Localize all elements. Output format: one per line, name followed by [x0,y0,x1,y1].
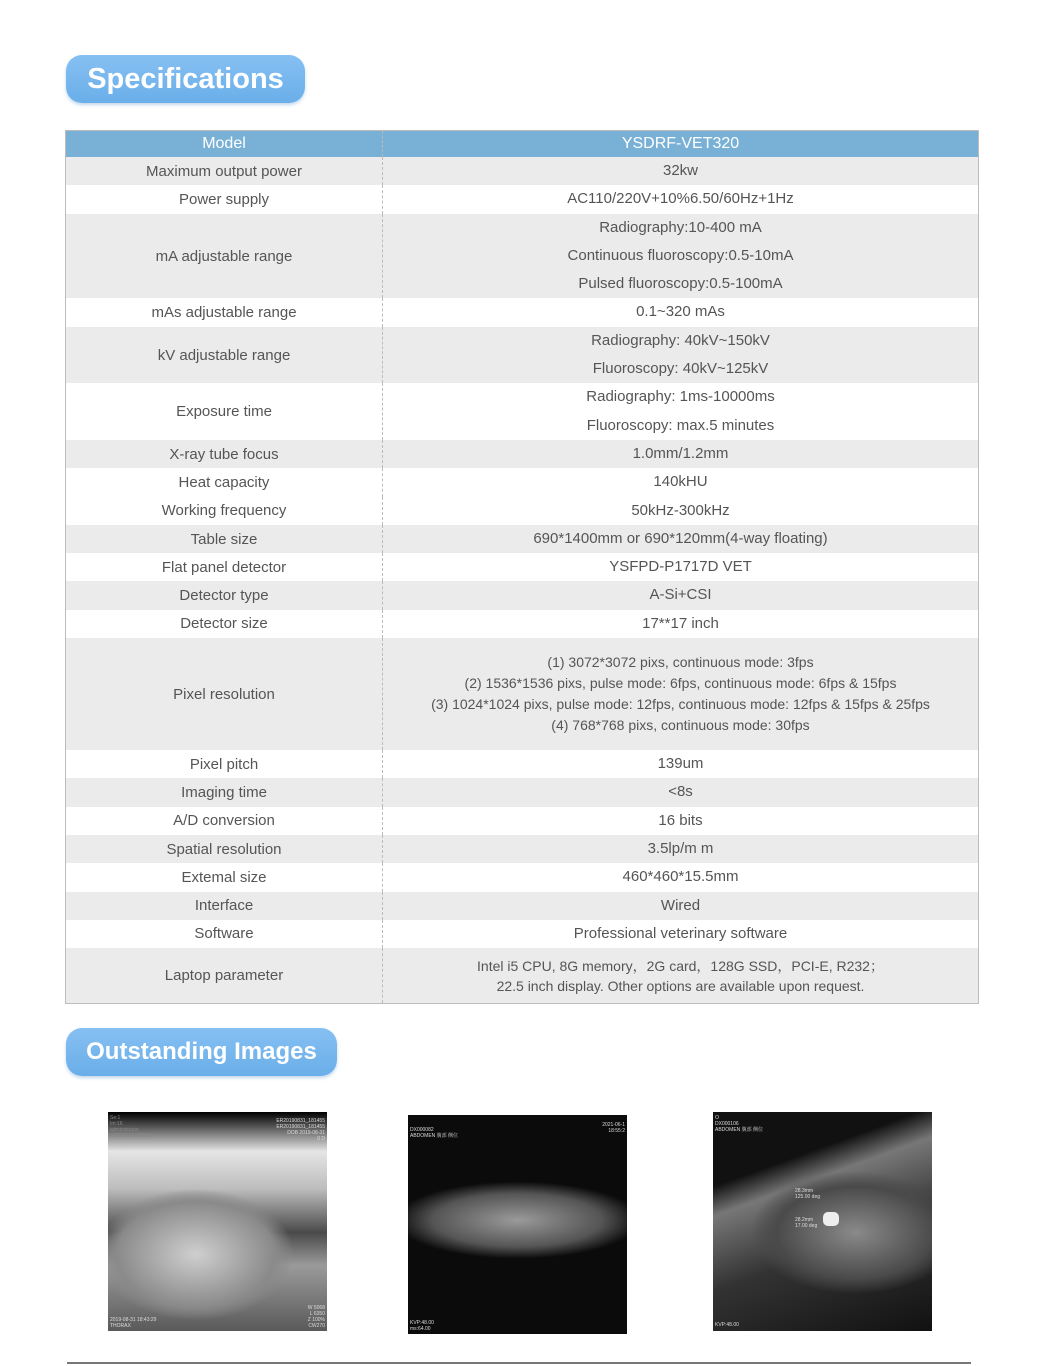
spec-label: Working frequency [66,497,383,525]
table-row [66,892,979,920]
spec-value-line: Fluoroscopy: 40kV~125kV [592,360,769,378]
table-row [66,610,979,638]
spec-value [383,835,979,863]
spec-value [383,298,979,326]
spec-value-line: (4) 768*768 pixs, continuous mode: 30fps [551,717,810,734]
spec-value [383,948,979,1004]
spec-value-line: (3) 1024*1024 pixs, pulse mode: 12fps, continuous mode: 12fps & 15fps & 25fps [431,696,930,713]
spec-label: Heat capacity [66,468,383,496]
xray3-overlay-top-left: O DX000106 ABDOMEN 腹部 侧位 [715,1115,764,1133]
table-header-row [66,131,979,158]
table-row [66,553,979,581]
xray2-overlay-top-left: DX000082 ABDOMEN 腹部 侧位 [410,1127,459,1139]
table-row [66,497,979,525]
spec-value-line: YSFPD-P1717D VET [609,558,752,576]
spec-value-line: Wired [660,896,701,914]
spec-label: Pixel pitch [66,750,383,778]
spec-label: X-ray tube focus [66,440,383,468]
outstanding-images-heading: Outstanding Images [66,1028,337,1076]
table-row [66,920,979,948]
table-row [66,581,979,609]
table-row [66,638,979,750]
spec-value-line: 460*460*15.5mm [622,868,739,886]
spec-value-line: Professional veterinary software [573,924,788,942]
table-row [66,948,979,1004]
spec-value [383,750,979,778]
spec-value-line: AC110/220V+10%6.50/60Hz+1Hz [567,190,794,208]
spec-value [383,185,979,213]
xray1-overlay-top-left: Se:1 Im:16 administrator 190831181455006 [110,1115,152,1139]
spec-label: kV adjustable range [66,327,383,384]
table-row [66,440,979,468]
xray3-measurement-1: 28.3mm 125.00 deg [795,1188,821,1200]
spec-label: mAs adjustable range [66,298,383,326]
spec-value-line: Fluoroscopy: max.5 minutes [586,416,775,434]
spec-value [383,440,979,468]
xray2-overlay-top-right: 2021-06-1 18:55:2 [602,1122,625,1134]
spec-value [383,553,979,581]
table-row [66,327,979,384]
spec-value [383,497,979,525]
table-row [66,750,979,778]
table-row [66,863,979,891]
spec-value-line: 50kHz-300kHz [631,501,730,519]
spec-value-line: 32kw [662,162,699,179]
footer-divider [67,1362,971,1364]
spec-value-line: (1) 3072*3072 pixs, continuous mode: 3fps [547,654,814,671]
spec-label: Table size [66,525,383,553]
spec-value [383,778,979,806]
spec-value-line: Intel i5 CPU, 8G memory，2G card，128G SSD，PCI-E, R232； [477,957,884,974]
table-row [66,807,979,835]
spec-value-line: 140kHU [653,473,708,491]
spec-value [383,638,979,750]
spec-label: Extemal size [66,863,383,891]
spec-value [383,863,979,891]
header-model-label: Model [66,131,383,158]
spec-label: Power supply [66,185,383,213]
spec-value-line: (2) 1536*1536 pixs, pulse mode: 6fps, continuous mode: 6fps & 15fps [464,675,897,692]
spec-value-line: 22.5 inch display. Other options are available upon request. [496,977,865,994]
spec-value [383,581,979,609]
xray1-overlay-top-right: ER20190831_181455 ER20190831_181455 DOB 2019-08-31 0 D [276,1118,325,1142]
table-row [66,525,979,553]
spec-label: Detector type [66,581,383,609]
spec-value-line: Radiography: 1ms-10000ms [586,388,775,406]
xray3-overlay-bottom-left: KVP:48.00 [715,1322,739,1328]
xray1-overlay-bottom-left: 2019-08-31 18:43:29 THORAX [110,1317,157,1329]
xray1-overlay-bottom-right: W 5068 L 6350 Z 100% CW270 [307,1305,325,1329]
spec-value [383,214,979,299]
spec-value [383,610,979,638]
spec-label: Maximum output power [66,157,383,185]
spec-value-line: Radiography: 40kV~150kV [591,331,770,349]
spec-label: Exposure time [66,383,383,440]
spec-value-line: 139um [657,755,704,773]
spec-label: Imaging time [66,778,383,806]
table-row [66,468,979,496]
spec-value-line: 3.5lp/m m [647,839,714,857]
spec-label: Detector size [66,610,383,638]
spec-value [383,383,979,440]
xray2-overlay-bottom-left: KVP:48.00 ms:64.00 [410,1320,434,1332]
header-model-value: YSDRF-VET320 [383,131,979,158]
spec-value [383,807,979,835]
spec-value-line: 1.0mm/1.2mm [632,444,729,462]
spec-label: Flat panel detector [66,553,383,581]
specifications-table [65,130,979,1004]
spec-label: mA adjustable range [66,214,383,299]
spec-label: Software [66,920,383,948]
table-row [66,778,979,806]
spec-value-line: 17**17 inch [642,614,719,632]
spec-value-line: 16 bits [658,811,703,829]
spec-value [383,468,979,496]
spec-value [383,920,979,948]
abdomen-xray-image-2 [713,1112,932,1331]
spec-label: Interface [66,892,383,920]
spec-value-line: Radiography:10-400 mA [599,218,762,236]
table-row [66,835,979,863]
spec-value [383,157,979,185]
spec-label: Laptop parameter [66,948,383,1004]
spec-value-line: 690*1400mm or 690*120mm(4-way floating) [533,529,828,547]
spec-value-line: 0.1~320 mAs [636,303,725,321]
table-row [66,185,979,213]
table-row [66,298,979,326]
specifications-heading: Specifications [66,55,305,103]
spec-value-line: A-Si+CSI [649,586,712,604]
abdomen-xray-image-1 [408,1115,627,1334]
spec-label: Pixel resolution [66,638,383,750]
xray3-measurement-2: 28.2mm 17.00 deg [795,1217,818,1229]
spec-value [383,892,979,920]
spec-value-line: <8s [668,783,693,801]
spec-value-line: Continuous fluoroscopy:0.5-10mA [567,246,794,264]
xray3-stone [823,1212,839,1226]
thorax-xray-image [108,1112,327,1331]
spec-value [383,327,979,384]
spec-label: A/D conversion [66,807,383,835]
spec-label: Spatial resolution [66,835,383,863]
table-row [66,214,979,299]
spec-value-line: Pulsed fluoroscopy:0.5-100mA [578,275,783,293]
spec-value [383,525,979,553]
table-row [66,157,979,185]
table-row [66,383,979,440]
